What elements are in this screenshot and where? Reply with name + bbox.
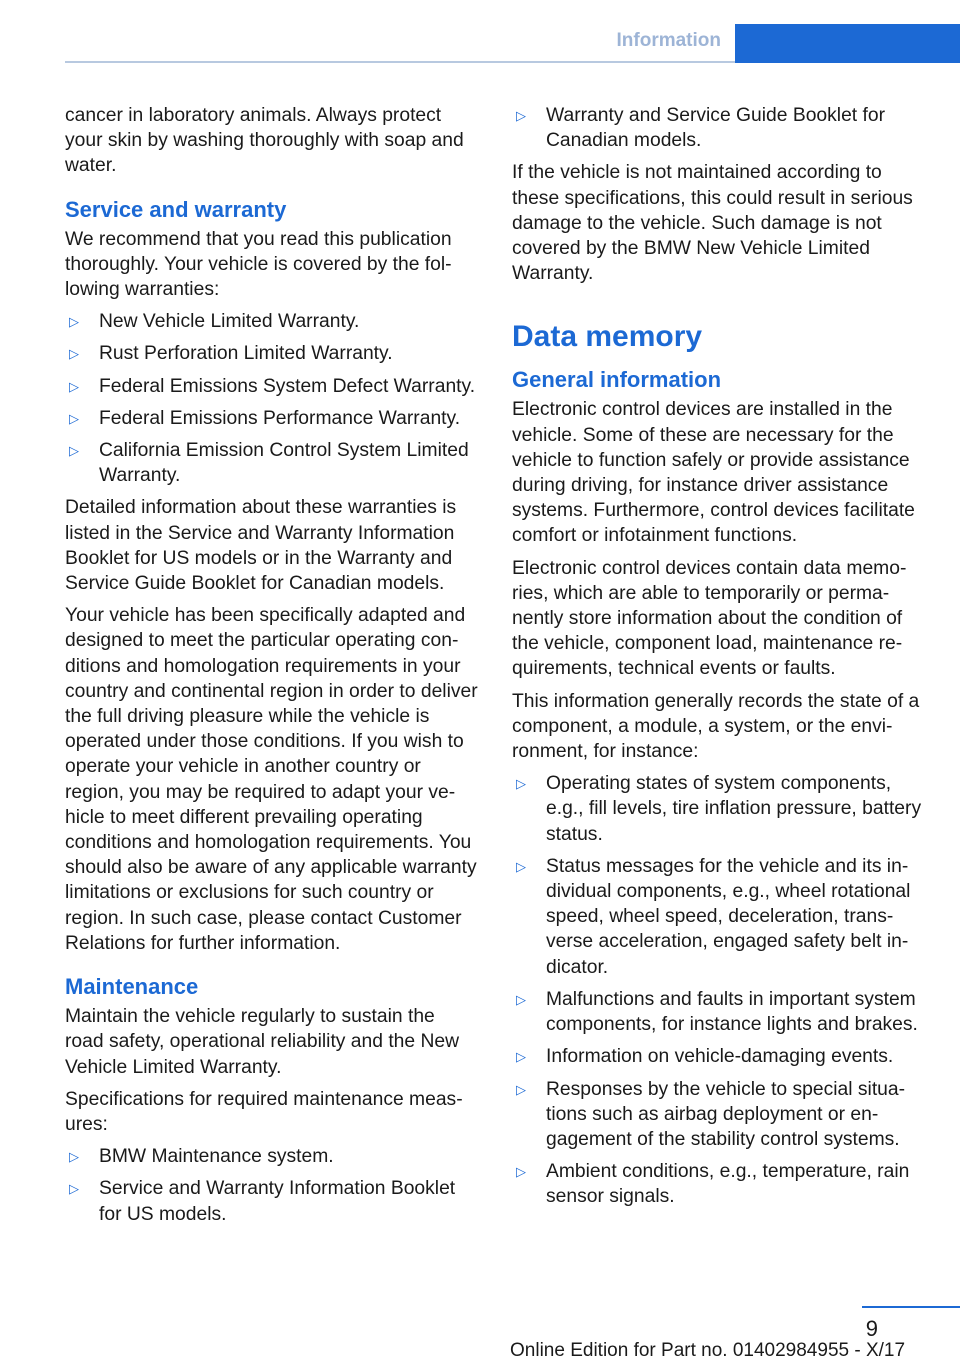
triangle-bullet-icon: ▷ xyxy=(516,1164,526,1180)
heading-general-information: General information xyxy=(512,367,722,393)
records-paragraph: This information generally records the state of a component, a module, a system, or the environment, for instance: xyxy=(512,690,920,763)
adapted-paragraph: Your vehicle has been specifically adapted and designed to meet the particular operating conditions and homologation requirements in your country and continental region in order to deliver the full driving pleasure while the vehicle is operated under those conditions. If you wish to operate your vehicle in another country or region, you may be required to adapt your vehicle to meet different prevailing operating conditions and homologation requirements. You should also be aware of any applicable warranty limitations or exclusions for such country or region. In such case, please contact Customer Relations for further information. xyxy=(65,605,478,954)
intro-paragraph: cancer in laboratory animals. Always protect your skin by washing thoroughly with soap and water. xyxy=(65,105,464,177)
header-accent-bar xyxy=(735,24,960,63)
records-list xyxy=(512,771,926,1209)
triangle-bullet-icon: ▷ xyxy=(516,858,526,874)
list-item: ▷ New Vehicle Limited Warranty. xyxy=(69,311,360,333)
list-item: ▷ Federal Emissions Performance Warranty. xyxy=(69,407,461,429)
header-rule xyxy=(65,61,735,63)
triangle-bullet-icon: ▷ xyxy=(516,108,526,123)
list-item: ▷ Ambient conditions, e.g., temperature, rain sensor signals. xyxy=(516,1161,910,1208)
list-item: ▷ Operating states of system components, e.g., fill levels, tire inflation pressure, battery status. xyxy=(516,773,922,845)
triangle-bullet-icon: ▷ xyxy=(69,443,79,459)
service-paragraph: We recommend that you read this publication thoroughly. Your vehicle is covered by the following warranties: xyxy=(65,228,452,301)
warranty-list xyxy=(65,309,478,488)
edition-footer: Online Edition for Part no. 01402984955 - X/17 xyxy=(510,1340,906,1361)
control-devices-paragraph: Electronic control devices are installed in the vehicle. Some of these are necessary for the vehicle to function safely or provide assistance during driving, for instance driver assistance systems. Furthermore, control devices facilitate comfort or infotainment functions. xyxy=(512,399,915,547)
triangle-bullet-icon: ▷ xyxy=(516,991,526,1007)
list-item: ▷ Information on vehicle-damaging events. xyxy=(516,1046,894,1068)
right-column xyxy=(512,103,926,1217)
list-item: ▷ Status messages for the vehicle and its individual components, e.g., wheel rotational speed, wheel speed, deceleration, transverse acceleration, engaged safety belt indicator. xyxy=(516,855,911,978)
triangle-bullet-icon: ▷ xyxy=(69,346,79,362)
list-item: ▷ California Emission Control System Limited Warranty. xyxy=(69,440,469,487)
maintenance-list xyxy=(65,1144,478,1227)
triangle-bullet-icon: ▷ xyxy=(69,314,79,330)
list-item: ▷ Federal Emissions System Defect Warranty. xyxy=(69,375,476,397)
footer-rule xyxy=(862,1306,960,1308)
triangle-bullet-icon: ▷ xyxy=(516,1049,526,1065)
specifications-paragraph: Specifications for required maintenance measures: xyxy=(65,1088,463,1135)
data-memories-paragraph: Electronic control devices contain data memories, which are able to temporarily or permanently store information about the condition of the vehicle, component load, maintenance requirements, technical events or faults. xyxy=(512,557,907,680)
triangle-bullet-icon: ▷ xyxy=(516,1081,526,1097)
maintenance-paragraph: Maintain the vehicle regularly to sustain the road safety, operational reliability and the New Vehicle Limited Warranty. xyxy=(65,1006,460,1078)
heading-service-warranty: Service and warranty xyxy=(65,196,287,222)
left-column xyxy=(65,103,478,1234)
list-item: ▷ BMW Maintenance system. xyxy=(69,1146,334,1168)
triangle-bullet-icon: ▷ xyxy=(69,1181,79,1197)
triangle-bullet-icon: ▷ xyxy=(516,776,526,792)
triangle-bullet-icon: ▷ xyxy=(69,378,79,394)
heading-maintenance: Maintenance xyxy=(65,974,199,1000)
list-item: ▷ Warranty and Service Guide Booklet for Canadian models. xyxy=(516,105,886,152)
page-number: 9 xyxy=(865,1316,878,1341)
list-item: ▷ Malfunctions and faults in important system components, for instance lights and brakes. xyxy=(516,988,918,1036)
triangle-bullet-icon: ▷ xyxy=(69,1149,79,1165)
list-item: ▷ Rust Perforation Limited Warranty. xyxy=(69,343,393,365)
detail-paragraph: Detailed information about these warranties is listed in the Service and Warranty Information Booklet for US models or in the Warranty and Service Guide Booklet for Canadian models. xyxy=(65,497,457,595)
heading-data-memory: Data memory xyxy=(512,320,703,354)
not-maintained-paragraph: If the vehicle is not maintained according to these specifications, this could result in serious damage to the vehicle. Such damage is not covered by the BMW New Vehicle Limited Warranty. xyxy=(512,162,913,285)
list-item: ▷ Service and Warranty Information Booklet for US models. xyxy=(69,1178,456,1225)
maintenance-list-continued xyxy=(512,103,926,153)
list-item: ▷ Responses by the vehicle to special situations such as airbag deployment or engagement of the stability control systems. xyxy=(516,1078,906,1150)
triangle-bullet-icon: ▷ xyxy=(69,410,79,426)
section-title: Information xyxy=(616,30,721,51)
